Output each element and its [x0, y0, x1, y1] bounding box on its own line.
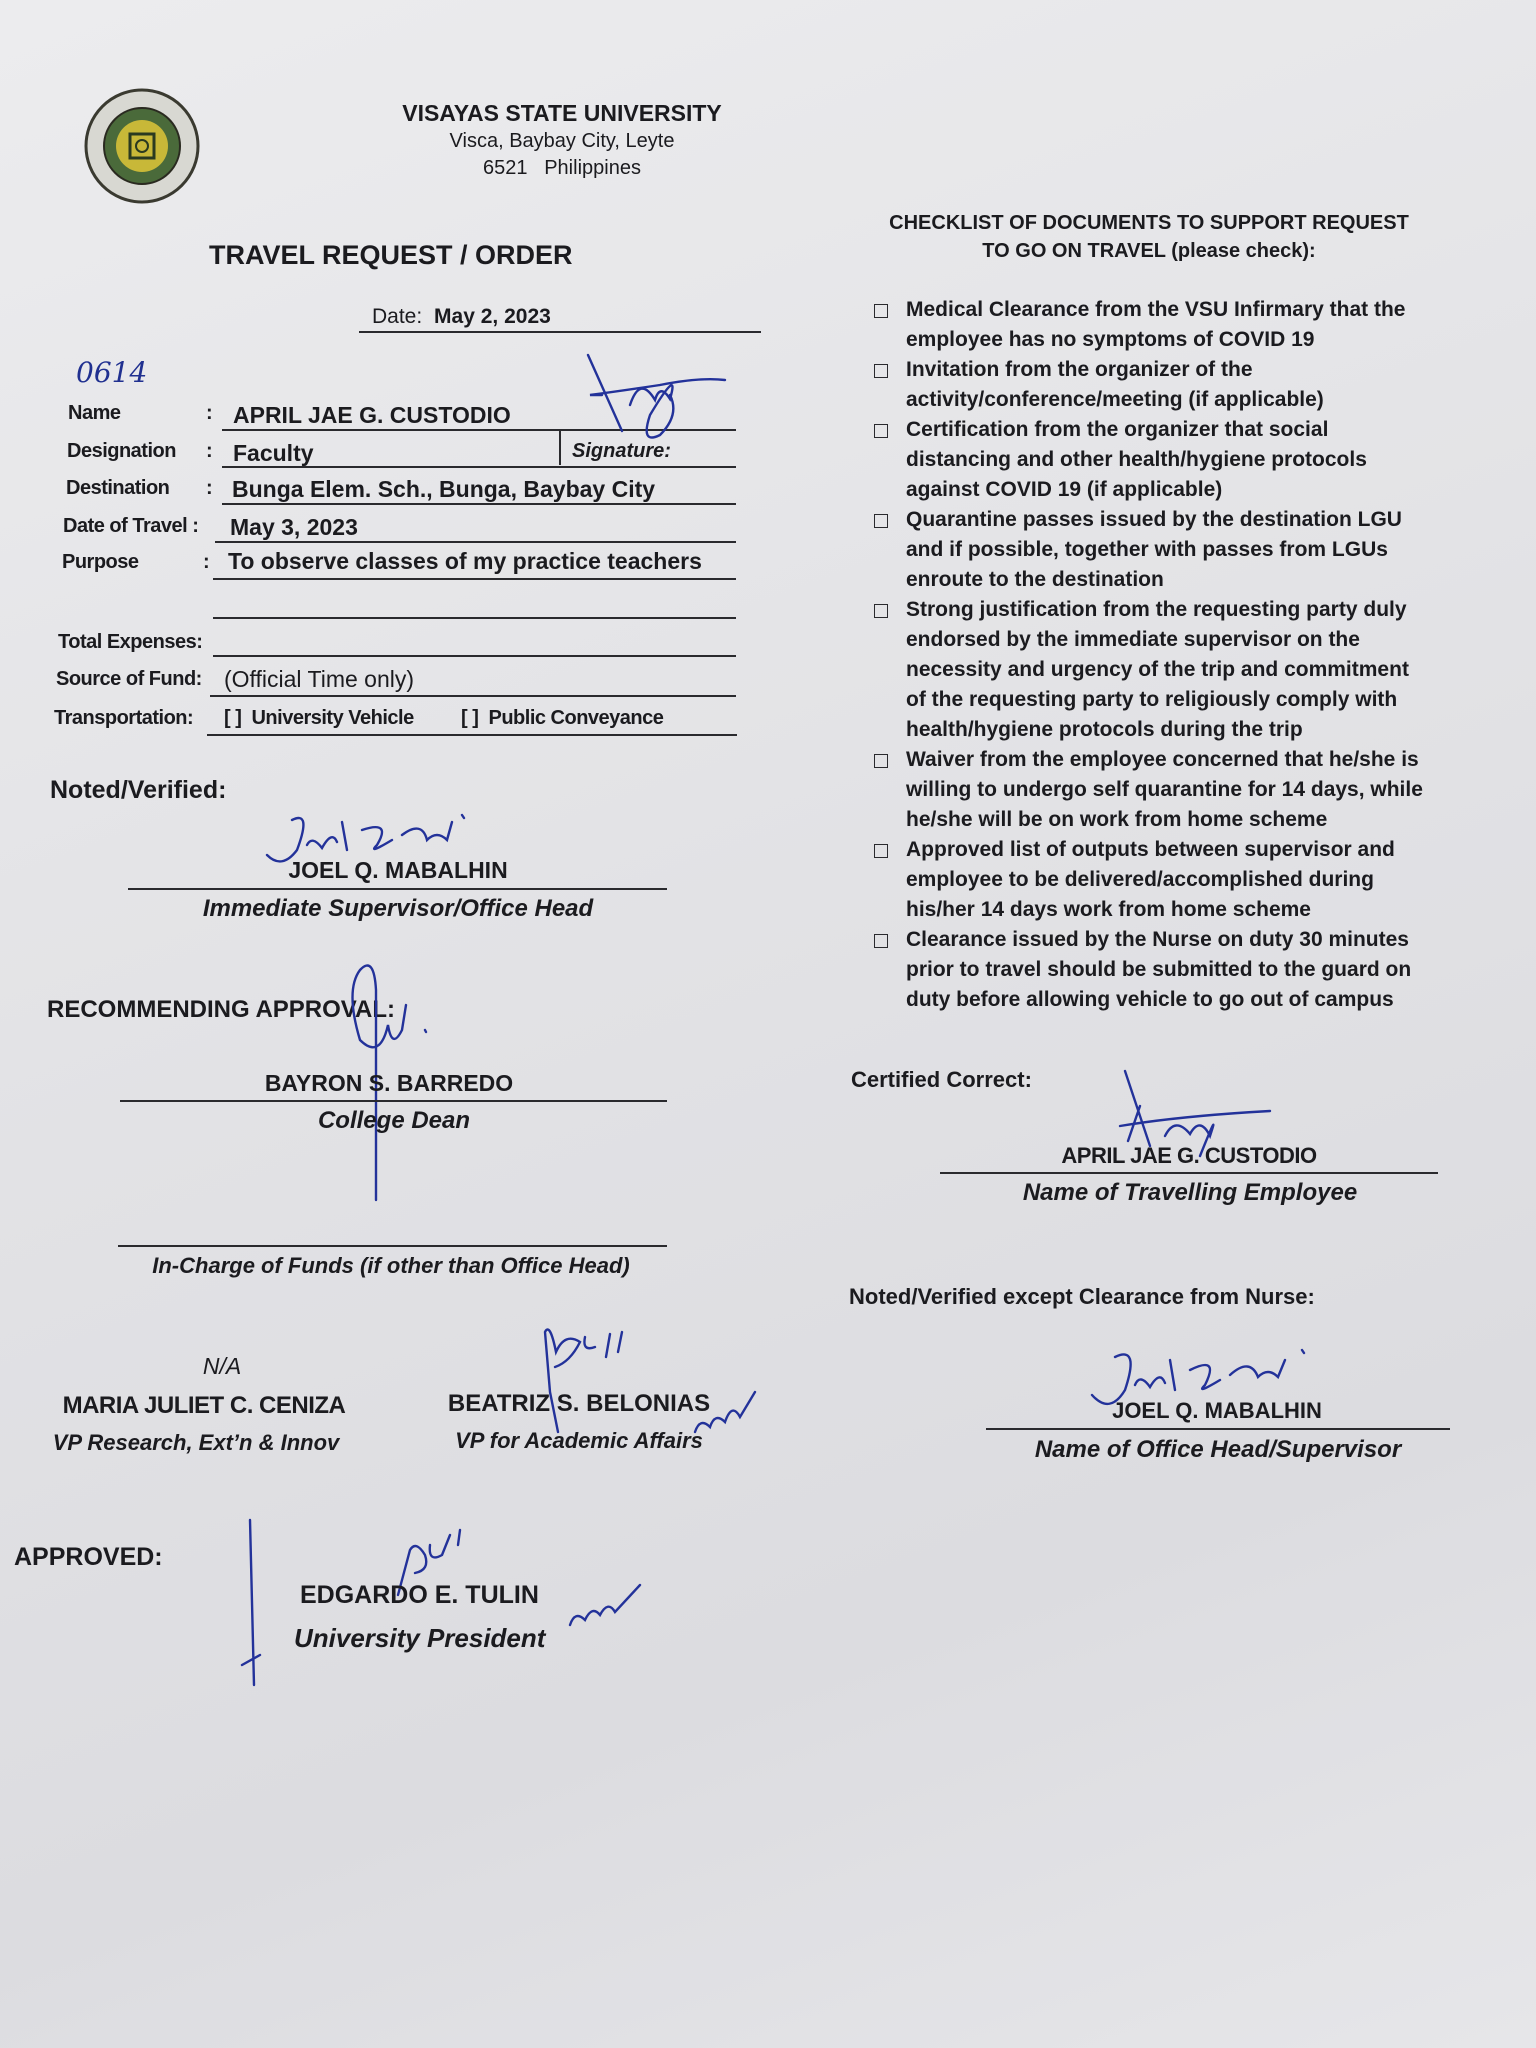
checklist-item	[874, 835, 1423, 925]
date-underline	[359, 331, 761, 333]
checklist-item-line: employee to be delivered/accomplished during	[906, 868, 1374, 891]
date-field	[372, 305, 551, 329]
designation-underline	[222, 466, 736, 468]
dean-name: BAYRON S. BARREDO	[264, 1070, 514, 1096]
checkbox[interactable]	[874, 514, 888, 528]
vp-research-title: VP Research, Ext’n & Innov	[52, 1430, 340, 1455]
address-line-2: 6521 Philippines	[483, 157, 641, 179]
checklist-item	[874, 595, 1423, 745]
date-of-travel-value: May 3, 2023	[230, 514, 358, 540]
checklist-item-line: Strong justification from the requesting party duly	[906, 598, 1407, 621]
checklist-item-line: willing to undergo self quarantine for 14 days, while	[906, 778, 1423, 801]
checklist-item-line: Clearance issued by the Nurse on duty 30 minutes	[906, 928, 1409, 951]
checklist-item	[874, 355, 1423, 415]
date-of-travel-underline	[215, 541, 736, 543]
designation-value: Faculty	[233, 440, 314, 466]
form-title: TRAVEL REQUEST / ORDER	[209, 240, 573, 270]
office-head-title: Name of Office Head/Supervisor	[1034, 1436, 1402, 1463]
date-of-travel-label	[63, 515, 198, 538]
checklist-item-line: endorsed by the immediate supervisor on the	[906, 628, 1360, 651]
designation-colon: :	[206, 440, 213, 462]
name-value: APRIL JAE G. CUSTODIO	[233, 402, 511, 428]
destination-colon: :	[206, 477, 213, 499]
checklist-item-line: activity/conference/meeting (if applicable)	[906, 388, 1324, 411]
checklist-item-line: Waiver from the employee concerned that he/she is	[906, 748, 1419, 771]
checklist-item-line: Approved list of outputs between supervisor and	[906, 838, 1395, 861]
name-colon: :	[206, 402, 213, 424]
checklist-title-line-2: TO GO ON TRAVEL (please check):	[982, 240, 1316, 262]
president-title: University President	[294, 1623, 546, 1653]
checklist-item-line: enroute to the destination	[906, 568, 1164, 591]
checklist	[874, 295, 1423, 1015]
checklist-item-line: duty before allowing vehicle to go out of campus	[906, 988, 1394, 1011]
checklist-item-line: and if possible, together with passes from LGUs	[906, 538, 1388, 561]
checklist-title-line-1: CHECKLIST OF DOCUMENTS TO SUPPORT REQUEST	[889, 212, 1409, 234]
date-value: May 2, 2023	[434, 305, 551, 328]
checkbox[interactable]	[874, 304, 888, 318]
checklist-item-line: against COVID 19 (if applicable)	[906, 478, 1223, 501]
supervisor-title: Immediate Supervisor/Office Head	[202, 895, 594, 922]
checklist-item-line: Certification from the organizer that social	[906, 418, 1329, 441]
funds-signature-line	[118, 1245, 667, 1247]
name-label: Name	[68, 402, 121, 424]
certified-correct-label: Certified Correct:	[851, 1067, 1032, 1092]
funds-title: In-Charge of Funds (if other than Office Head)	[152, 1253, 630, 1278]
checklist-item-line: health/hygiene protocols during the trip	[906, 718, 1303, 741]
checklist-item-line: prior to travel should be submitted to the guard on	[906, 958, 1412, 981]
checkbox[interactable]	[874, 604, 888, 618]
transport-option-university-vehicle[interactable]: [ ] University Vehicle	[224, 707, 414, 729]
office-head-signature-line	[986, 1428, 1450, 1430]
checklist-item	[874, 295, 1423, 355]
vp-academic-name: BEATRIZ S. BELONIAS	[447, 1390, 711, 1417]
transport-option-public-conveyance[interactable]: [ ] Public Conveyance	[461, 707, 664, 729]
signature-label: Signature:	[572, 440, 671, 462]
date-of-travel-text: Date of Travel	[63, 515, 188, 537]
checklist-item	[874, 505, 1423, 595]
checklist-item	[874, 745, 1423, 835]
checkbox[interactable]	[874, 754, 888, 768]
checklist-item-line: Invitation from the organizer of the	[906, 358, 1253, 381]
checklist-item	[874, 925, 1423, 1015]
transportation-label: Transportation:	[54, 707, 194, 729]
checkbox[interactable]	[874, 934, 888, 948]
source-of-fund-underline	[210, 695, 736, 697]
purpose-underline	[213, 578, 736, 580]
approved-label: APPROVED:	[14, 1543, 163, 1571]
supervisor-name: JOEL Q. MABALHIN	[288, 857, 508, 883]
checklist-item-line: of the requesting party to religiously comply with	[906, 688, 1398, 711]
checklist-item-line: he/she will be on work from home scheme	[906, 808, 1328, 831]
vp-research-name: MARIA JULIET C. CENIZA	[62, 1392, 346, 1419]
checklist-item-line: distancing and other health/hygiene protocols	[906, 448, 1367, 471]
checklist-item-line: employee has no symptoms of COVID 19	[906, 328, 1315, 351]
university-name: VISAYAS STATE UNIVERSITY	[402, 100, 722, 126]
employee-name: APRIL JAE G. CUSTODIO	[1061, 1143, 1317, 1168]
transportation-underline	[207, 734, 737, 736]
vp-research-note: N/A	[202, 1353, 242, 1379]
purpose-underline-2	[213, 617, 736, 619]
source-of-fund-value: (Official Time only)	[224, 666, 415, 692]
purpose-label: Purpose	[62, 551, 139, 573]
date-label: Date:	[372, 305, 423, 328]
purpose-colon: :	[203, 551, 210, 573]
noted-except-nurse-label: Noted/Verified except Clearance from Nurse:	[849, 1284, 1315, 1309]
president-name: EDGARDO E. TULIN	[300, 1581, 539, 1609]
handwritten-note: 0614	[76, 356, 148, 389]
checklist-item-line: Quarantine passes issued by the destination LGU	[906, 508, 1402, 531]
checkbox[interactable]	[874, 364, 888, 378]
applicant-signature	[560, 355, 740, 445]
employee-signature-line	[940, 1172, 1438, 1174]
checkbox[interactable]	[874, 844, 888, 858]
supervisor-signature-line	[128, 888, 667, 890]
destination-underline	[222, 503, 736, 505]
noted-verified-label: Noted/Verified:	[50, 776, 227, 804]
source-of-fund-label: Source of Fund:	[56, 668, 202, 690]
employee-title: Name of Travelling Employee	[1022, 1179, 1358, 1206]
checklist-item-line: his/her 14 days work from home scheme	[906, 898, 1311, 921]
date-of-travel-colon: :	[192, 515, 199, 537]
vp-academic-title: VP for Academic Affairs	[455, 1428, 703, 1453]
checkbox[interactable]	[874, 424, 888, 438]
dean-signature-line	[120, 1100, 667, 1102]
checklist-item-line: necessity and urgency of the trip and commitment	[906, 658, 1409, 681]
university-seal	[84, 88, 200, 209]
office-head-name: JOEL Q. MABALHIN	[1112, 1398, 1322, 1423]
destination-value: Bunga Elem. Sch., Bunga, Baybay City	[232, 476, 656, 502]
checklist-item	[874, 415, 1423, 505]
recommending-approval-label: RECOMMENDING APPROVAL:	[47, 996, 395, 1023]
purpose-value: To observe classes of my practice teachers	[228, 548, 702, 574]
total-expenses-underline	[213, 655, 736, 657]
total-expenses-label: Total Expenses:	[58, 631, 203, 653]
designation-label: Designation	[67, 440, 176, 462]
checklist-item-line: Medical Clearance from the VSU Infirmary that the	[906, 298, 1406, 321]
address-line-1: Visca, Baybay City, Leyte	[449, 130, 675, 152]
destination-label: Destination	[66, 477, 170, 499]
dean-title: College Dean	[317, 1107, 471, 1134]
